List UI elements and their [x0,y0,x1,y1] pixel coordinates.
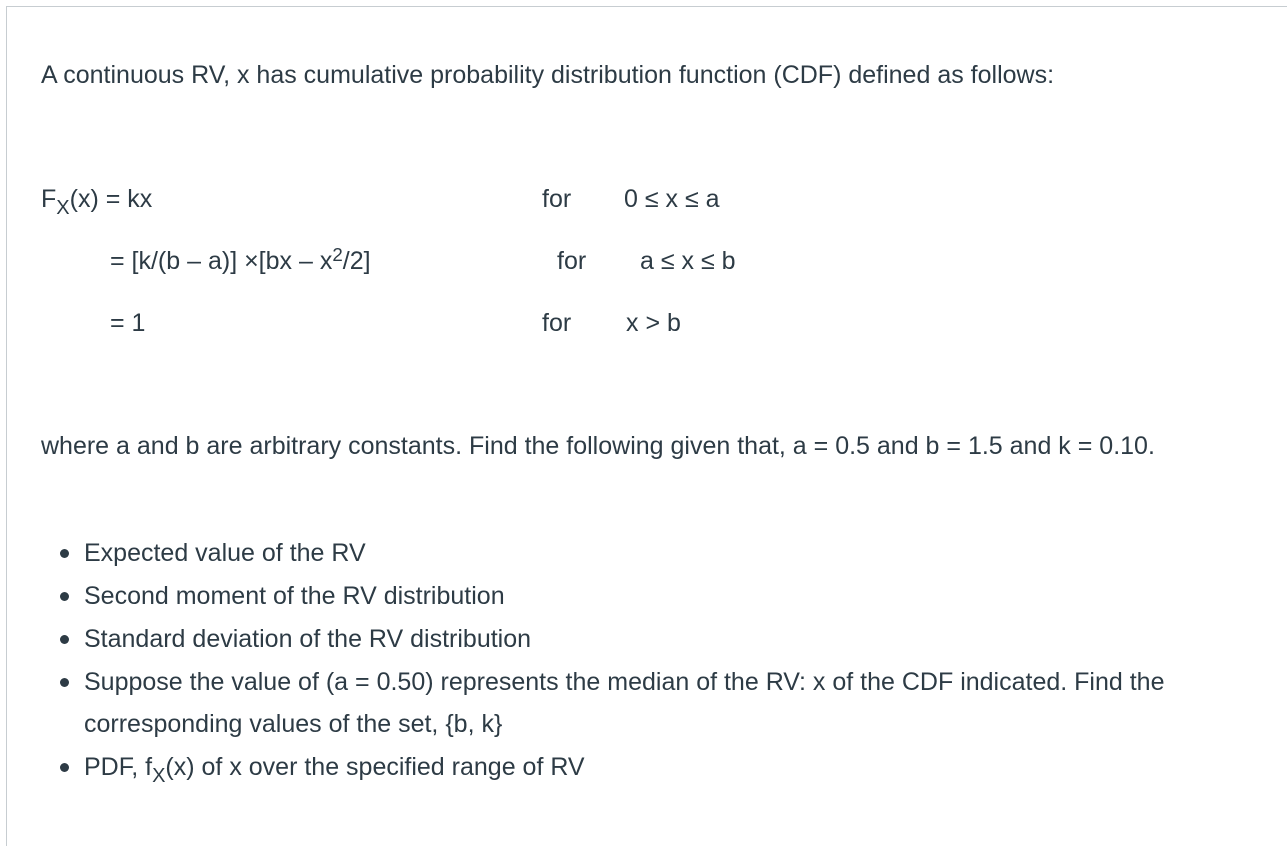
list-item: Expected value of the RV [84,532,1287,574]
cdf-row-2-expression [110,243,371,276]
given-values-paragraph: where a and b are arbitrary constants. Find the following given that, a = 0.5 and b = 1.5 and k = 0.10. [41,432,1155,460]
list-item: Second moment of the RV distribution [84,575,1287,617]
list-item [84,746,1287,790]
cdf-row-3-for: for [542,309,572,337]
intro-paragraph: A continuous RV, x has cumulative probability distribution function (CDF) defined as follows: [41,61,1055,89]
list-item: Suppose the value of (a = 0.50) represents the median of the RV: x of the CDF indicated. Find the corresponding values of the set, {b, k} [84,661,1287,745]
cdf-row-3-expression: = 1 [110,309,146,337]
cdf-row-1-for: for [542,185,572,213]
cdf-row-1-expression [41,184,153,219]
pdf-task-subscript: X [152,765,166,787]
pdf-task-pre: PDF, f [84,753,153,781]
cdf-row-1-rest: (x) = kx [69,185,153,213]
cdf-function-name: F [41,185,57,213]
pdf-task-post: (x) of x over the specified range of RV [165,753,585,781]
cdf-row-2-for: for [557,247,587,275]
cdf-function-subscript: X [56,197,70,219]
cdf-row-1-condition: 0 ≤ x ≤ a [624,185,720,213]
cdf-row-2-superscript: 2 [332,243,343,265]
task-list [41,532,1287,791]
cdf-row-2-post: /2] [342,247,371,275]
list-item: Standard deviation of the RV distribution [84,618,1287,660]
cdf-row-3-condition: x > b [626,309,681,337]
cdf-row-2-pre: = [k/(b – a)] ×[bx – x [110,247,333,275]
cdf-row-2-condition: a ≤ x ≤ b [640,247,736,275]
